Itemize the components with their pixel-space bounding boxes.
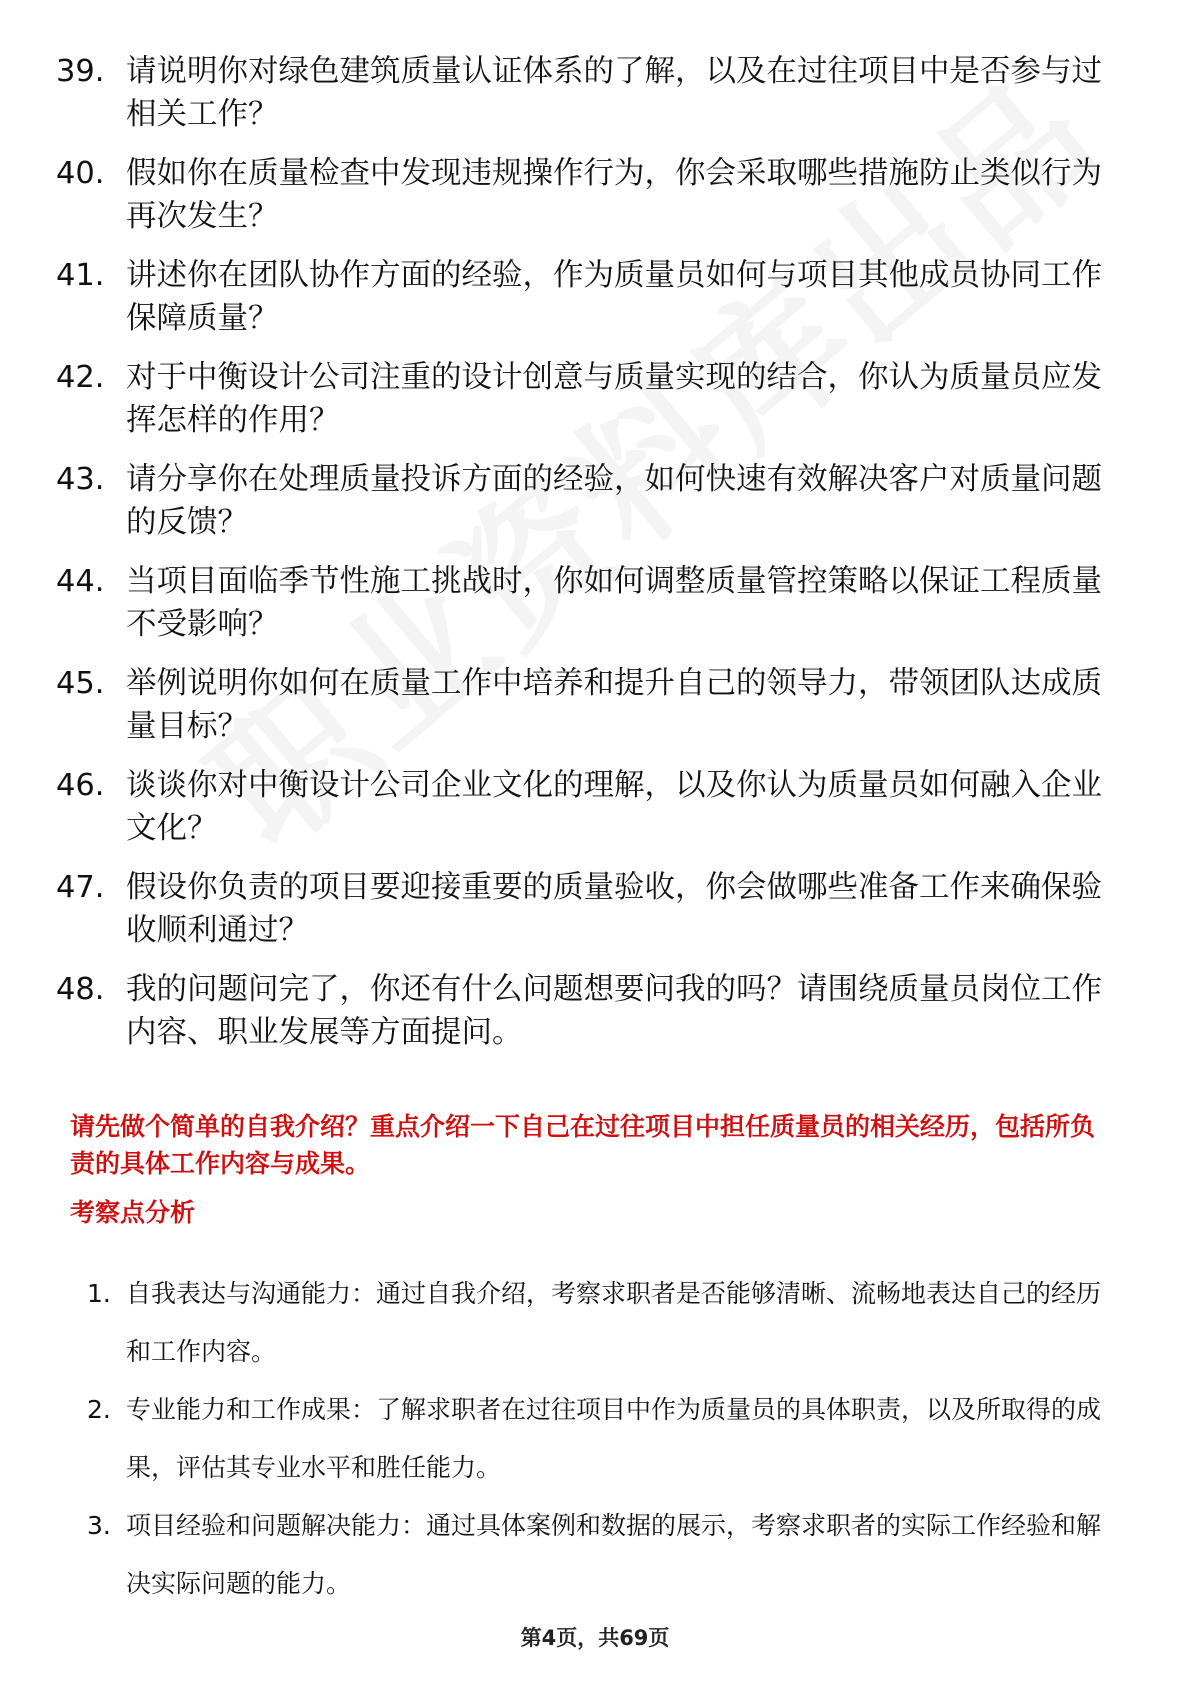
- question-text: 请分享你在处理质量投诉方面的经验，如何快速有效解决客户对质量问题的反馈？: [126, 462, 1102, 540]
- question-number: 41.: [56, 258, 105, 293]
- analysis-item: [70, 1497, 1120, 1613]
- question-number: 40.: [56, 156, 105, 191]
- question-text: 假如你在质量检查中发现违规操作行为，你会采取哪些措施防止类似行为再次发生？: [126, 156, 1102, 234]
- analysis-text: 自我表达与沟通能力：通过自我介绍，考察求职者是否能够清晰、流畅地表达自己的经历和工作内容。: [126, 1279, 1102, 1366]
- question-number: 42.: [56, 360, 105, 395]
- question-item: [56, 968, 1116, 1054]
- question-item: [56, 662, 1116, 748]
- highlighted-question: 请先做个简单的自我介绍？重点介绍一下自己在过往项目中担任质量员的相关经历，包括所负责的具体工作内容与成果。: [70, 1112, 1096, 1178]
- analysis-item: [70, 1265, 1120, 1381]
- question-number: 46.: [56, 768, 105, 803]
- question-text: 我的问题问完了，你还有什么问题想要问我的吗？请围绕质量员岗位工作内容、职业发展等方面提问。: [126, 972, 1102, 1050]
- question-number: 48.: [56, 972, 105, 1007]
- question-number: 39.: [56, 54, 105, 89]
- question-item: [56, 560, 1116, 646]
- analysis-list: [70, 1265, 1120, 1613]
- analysis-text: 项目经验和问题解决能力：通过具体案例和数据的展示，考察求职者的实际工作经验和解决实际问题的能力。: [126, 1511, 1102, 1598]
- analysis-number: 3.: [87, 1511, 111, 1540]
- analysis-number: 2.: [87, 1395, 111, 1424]
- page-footer: 第4页，共69页: [520, 1626, 670, 1650]
- analysis-number: 1.: [87, 1279, 111, 1308]
- question-text: 谈谈你对中衡设计公司企业文化的理解，以及你认为质量员如何融入企业文化？: [126, 768, 1102, 846]
- analysis-text: 专业能力和工作成果：了解求职者在过往项目中作为质量员的具体职责，以及所取得的成果，评估其专业水平和胜任能力。: [126, 1395, 1102, 1482]
- question-number: 43.: [56, 462, 105, 497]
- question-item: [56, 764, 1116, 850]
- question-item: [56, 356, 1116, 442]
- question-list: [56, 50, 1116, 1070]
- question-text: 讲述你在团队协作方面的经验，作为质量员如何与项目其他成员协同工作保障质量？: [126, 258, 1102, 336]
- question-text: 当项目面临季节性施工挑战时，你如何调整质量管控策略以保证工程质量不受影响？: [126, 564, 1102, 642]
- question-item: [56, 50, 1116, 136]
- question-text: 请说明你对绿色建筑质量认证体系的了解，以及在过往项目中是否参与过相关工作？: [126, 54, 1102, 132]
- question-number: 45.: [56, 666, 105, 701]
- analysis-item: [70, 1381, 1120, 1497]
- question-number: 47.: [56, 870, 105, 905]
- question-item: [56, 254, 1116, 340]
- question-item: [56, 458, 1116, 544]
- question-item: [56, 152, 1116, 238]
- question-item: [56, 866, 1116, 952]
- question-number: 44.: [56, 564, 105, 599]
- section-title: 考察点分析: [70, 1198, 196, 1227]
- question-text: 假设你负责的项目要迎接重要的质量验收，你会做哪些准备工作来确保验收顺利通过？: [126, 870, 1102, 948]
- question-text: 对于中衡设计公司注重的设计创意与质量实现的结合，你认为质量员应发挥怎样的作用？: [126, 360, 1102, 438]
- question-text: 举例说明你如何在质量工作中培养和提升自己的领导力，带领团队达成质量目标？: [126, 666, 1102, 744]
